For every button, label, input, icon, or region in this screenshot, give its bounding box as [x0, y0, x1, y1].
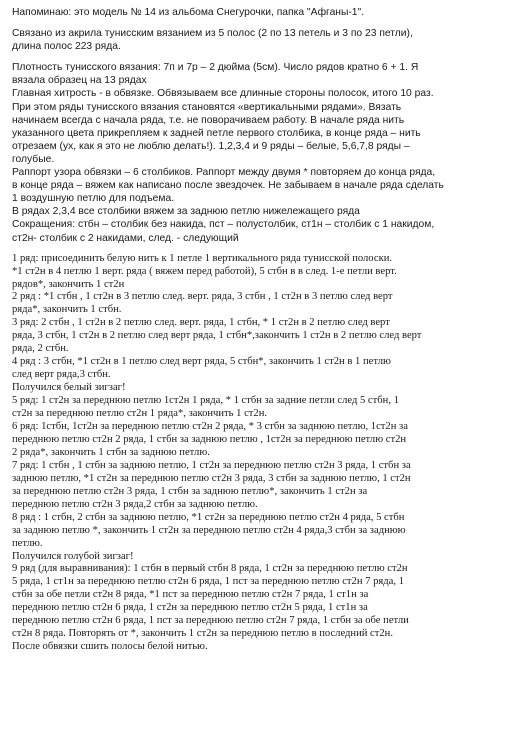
text-line: ст2н- столбик с 2 накидами, след. - следующий [12, 232, 239, 244]
row-line: за заднюю петлю *, закончить 1 ст2н за переднюю петлю ст2н 4 ряда,3 стбн за заднюю [12, 524, 406, 536]
row-line: *1 ст2н в 4 петлю 1 верт. ряда ( вяжем перед работой), 5 стбн в в след. 1-е петли верт. [12, 265, 397, 277]
text-line: 1 воздушную петлю для подъема. [12, 193, 175, 205]
text-line: вязала образец на 13 рядах [12, 75, 147, 87]
row-line: переднюю петлю ст2н 2 ряда, 1 стбн за заднюю петлю , 1ст2н за переднюю петлю ст2н [12, 433, 407, 445]
row-line: за переднюю петлю ст2н 3 ряда, 1 стбн за заднюю петлю*, закончить 1 ст2н за [12, 485, 368, 497]
row-line: ст2н 8 ряда. Повторять от *, закончить 1 ст2н за переднюю петлю в последний ст2н. [12, 628, 394, 640]
text-line: При этом ряды тунисского вязания становятся «вертикальными рядами». Вязать [12, 101, 402, 113]
row-line: переднюю петлю ст2н 3 ряда,2 стбн за заднюю петлю. [12, 498, 258, 510]
row-line: 5 ряд: 1 ст2н за переднюю петлю 1ст2н 1 ряда, * 1 стбн за задние петли след 5 стбн, 1 [12, 395, 399, 407]
intro-paragraph-model [12, 6, 496, 19]
row-line: заднюю петлю, *1 ст2н за переднюю петлю ст2н 3 ряда, 3 стбн за заднюю петлю, 1 ст2н [12, 472, 411, 484]
row-line: 5 ряда, 1 ст1н за переднюю петлю ст2н 6 ряда, 1 пст за переднюю петлю ст2н 7 ряда, 1 [12, 576, 404, 588]
row-line: ряда, 3 стбн, 1 ст2н в 2 петлю след верт ряда, 1 стбн*,закончить 1 ст2н в 2 петлю след верт [12, 330, 422, 342]
row-line: 1 ряд: присоединить белую нить к 1 петле 1 вертикального ряда тунисской полоски. [12, 252, 393, 264]
row-line: Получился белый зигзаг! [12, 382, 126, 394]
row-line: 4 ряд : 3 стбн, *1 ст2н в 1 петлю след верт ряда, 5 стбн*, закончить 1 ст2н в 1 петлю [12, 356, 391, 368]
text-line: Связано из акрила тунисским вязанием из 5 полос (2 по 13 петель и 3 по 23 петли), [12, 28, 413, 40]
text-line: Раппорт узора обвязки – 6 столбиков. Раппорт между двумя * повторяем до конца ряда, [12, 167, 436, 179]
text-line: длина полос 223 ряда. [12, 41, 121, 53]
row-line: переднюю петлю ст2н 6 ряда, 1 ст2н за переднюю петлю ст2н 5 ряда, 1 ст1н за [12, 602, 368, 614]
row-line: 2 ряд : *1 стбн , 1 ст2н в 3 петлю след. верт. ряда, 3 стбн , 1 ст2н в 3 петлю след верт [12, 291, 393, 303]
row-line: ст2н за переднюю петлю ст2н 1 ряда*, закончить 1 ст2н. [12, 408, 268, 420]
row-line: переднюю петлю ст2н 6 ряда, 1 пст за переднюю петлю ст2н 7 ряда, 1 стбн за обе петли [12, 615, 409, 627]
row-line: 2 ряда*, закончить 1 стбн за заднюю петлю. [12, 446, 210, 458]
row-instructions [12, 253, 496, 655]
row-line: 3 ряд: 2 стбн , 1 ст2н в 2 петлю след. верт. ряда, 1 стбн, * 1 ст2н в 2 петлю след верт [12, 317, 390, 329]
row-line: После обвязки сшить полосы белой нитью. [12, 641, 208, 653]
intro-paragraph-strips [12, 27, 496, 53]
text-line: Плотность тунисского вязания: 7п и 7р – 2 дюйма (5см). Число рядов кратно 6 + 1. Я [12, 62, 419, 74]
row-line: 9 ряд (для выравнивания): 1 стбн в первый стбн 8 ряда, 1 ст2н за переднюю петлю ст2н [12, 563, 408, 575]
text-line: Сокращения: стбн – столбик без накида, пст – полустолбик, ст1н – столбик с 1 накидом, [12, 219, 435, 231]
edging-instructions [12, 87, 496, 244]
row-line: ряда, 2 стбн. [12, 343, 69, 355]
text-line: Напоминаю: это модель № 14 из альбома Снегурочки, папка "Афганы-1". [12, 7, 365, 18]
row-line: Получился голубой зигзаг! [12, 550, 134, 562]
text-line: в конце ряда – вяжем как написано после звездочек. Не забываем в начале ряда сделать [12, 180, 444, 192]
text-line: Главная хитрость - в обвязке. Обвязываем все длинные стороны полосок, итого 10 раз. [12, 88, 434, 100]
intro-section [12, 6, 496, 87]
text-line: отрезаем (ух, как я это не люблю делать!). 1,2,3,4 и 9 ряды – белые, 5,6,7,8 ряды – [12, 140, 410, 152]
intro-paragraph-gauge [12, 61, 496, 87]
text-line: голубые. [12, 153, 55, 165]
row-line: след верт ряда,3 стбн. [12, 369, 111, 381]
row-line: 8 ряд : 1 стбн, 2 стбн за заднюю петлю, *1 ст2н за переднюю петлю ст2н 4 ряда, 5 стбн [12, 511, 405, 523]
row-line: рядов*, закончить 1 ст2н [12, 278, 125, 290]
text-line: указанного цвета прикрепляем к задней петле первого столбика, в конце ряда – нить [12, 127, 421, 139]
row-line: ряда*, закончить 1 стбн. [12, 304, 122, 316]
row-line: стбн за обе петли ст2н 8 ряда, *1 пст за переднюю петлю ст2н 7 ряда, 1 ст1н за [12, 589, 369, 601]
text-line: В рядах 2,3,4 все столбики вяжем за заднюю петлю нижележащего ряда [12, 206, 360, 218]
row-line: 7 ряд: 1 стбн , 1 стбн за заднюю петлю, 1 ст2н за переднюю петлю ст2н 3 ряда, 1 стбн за [12, 459, 411, 471]
row-line: петлю. [12, 537, 43, 549]
text-line: начинаем всегда с начала ряда, т.е. не поворачиваем работу. В начале ряда нить [12, 114, 405, 126]
row-line: 6 ряд: 1стбн, 1ст2н за переднюю петлю ст2н 2 ряда, * 3 стбн за заднюю петлю, 1ст2н за [12, 420, 408, 432]
